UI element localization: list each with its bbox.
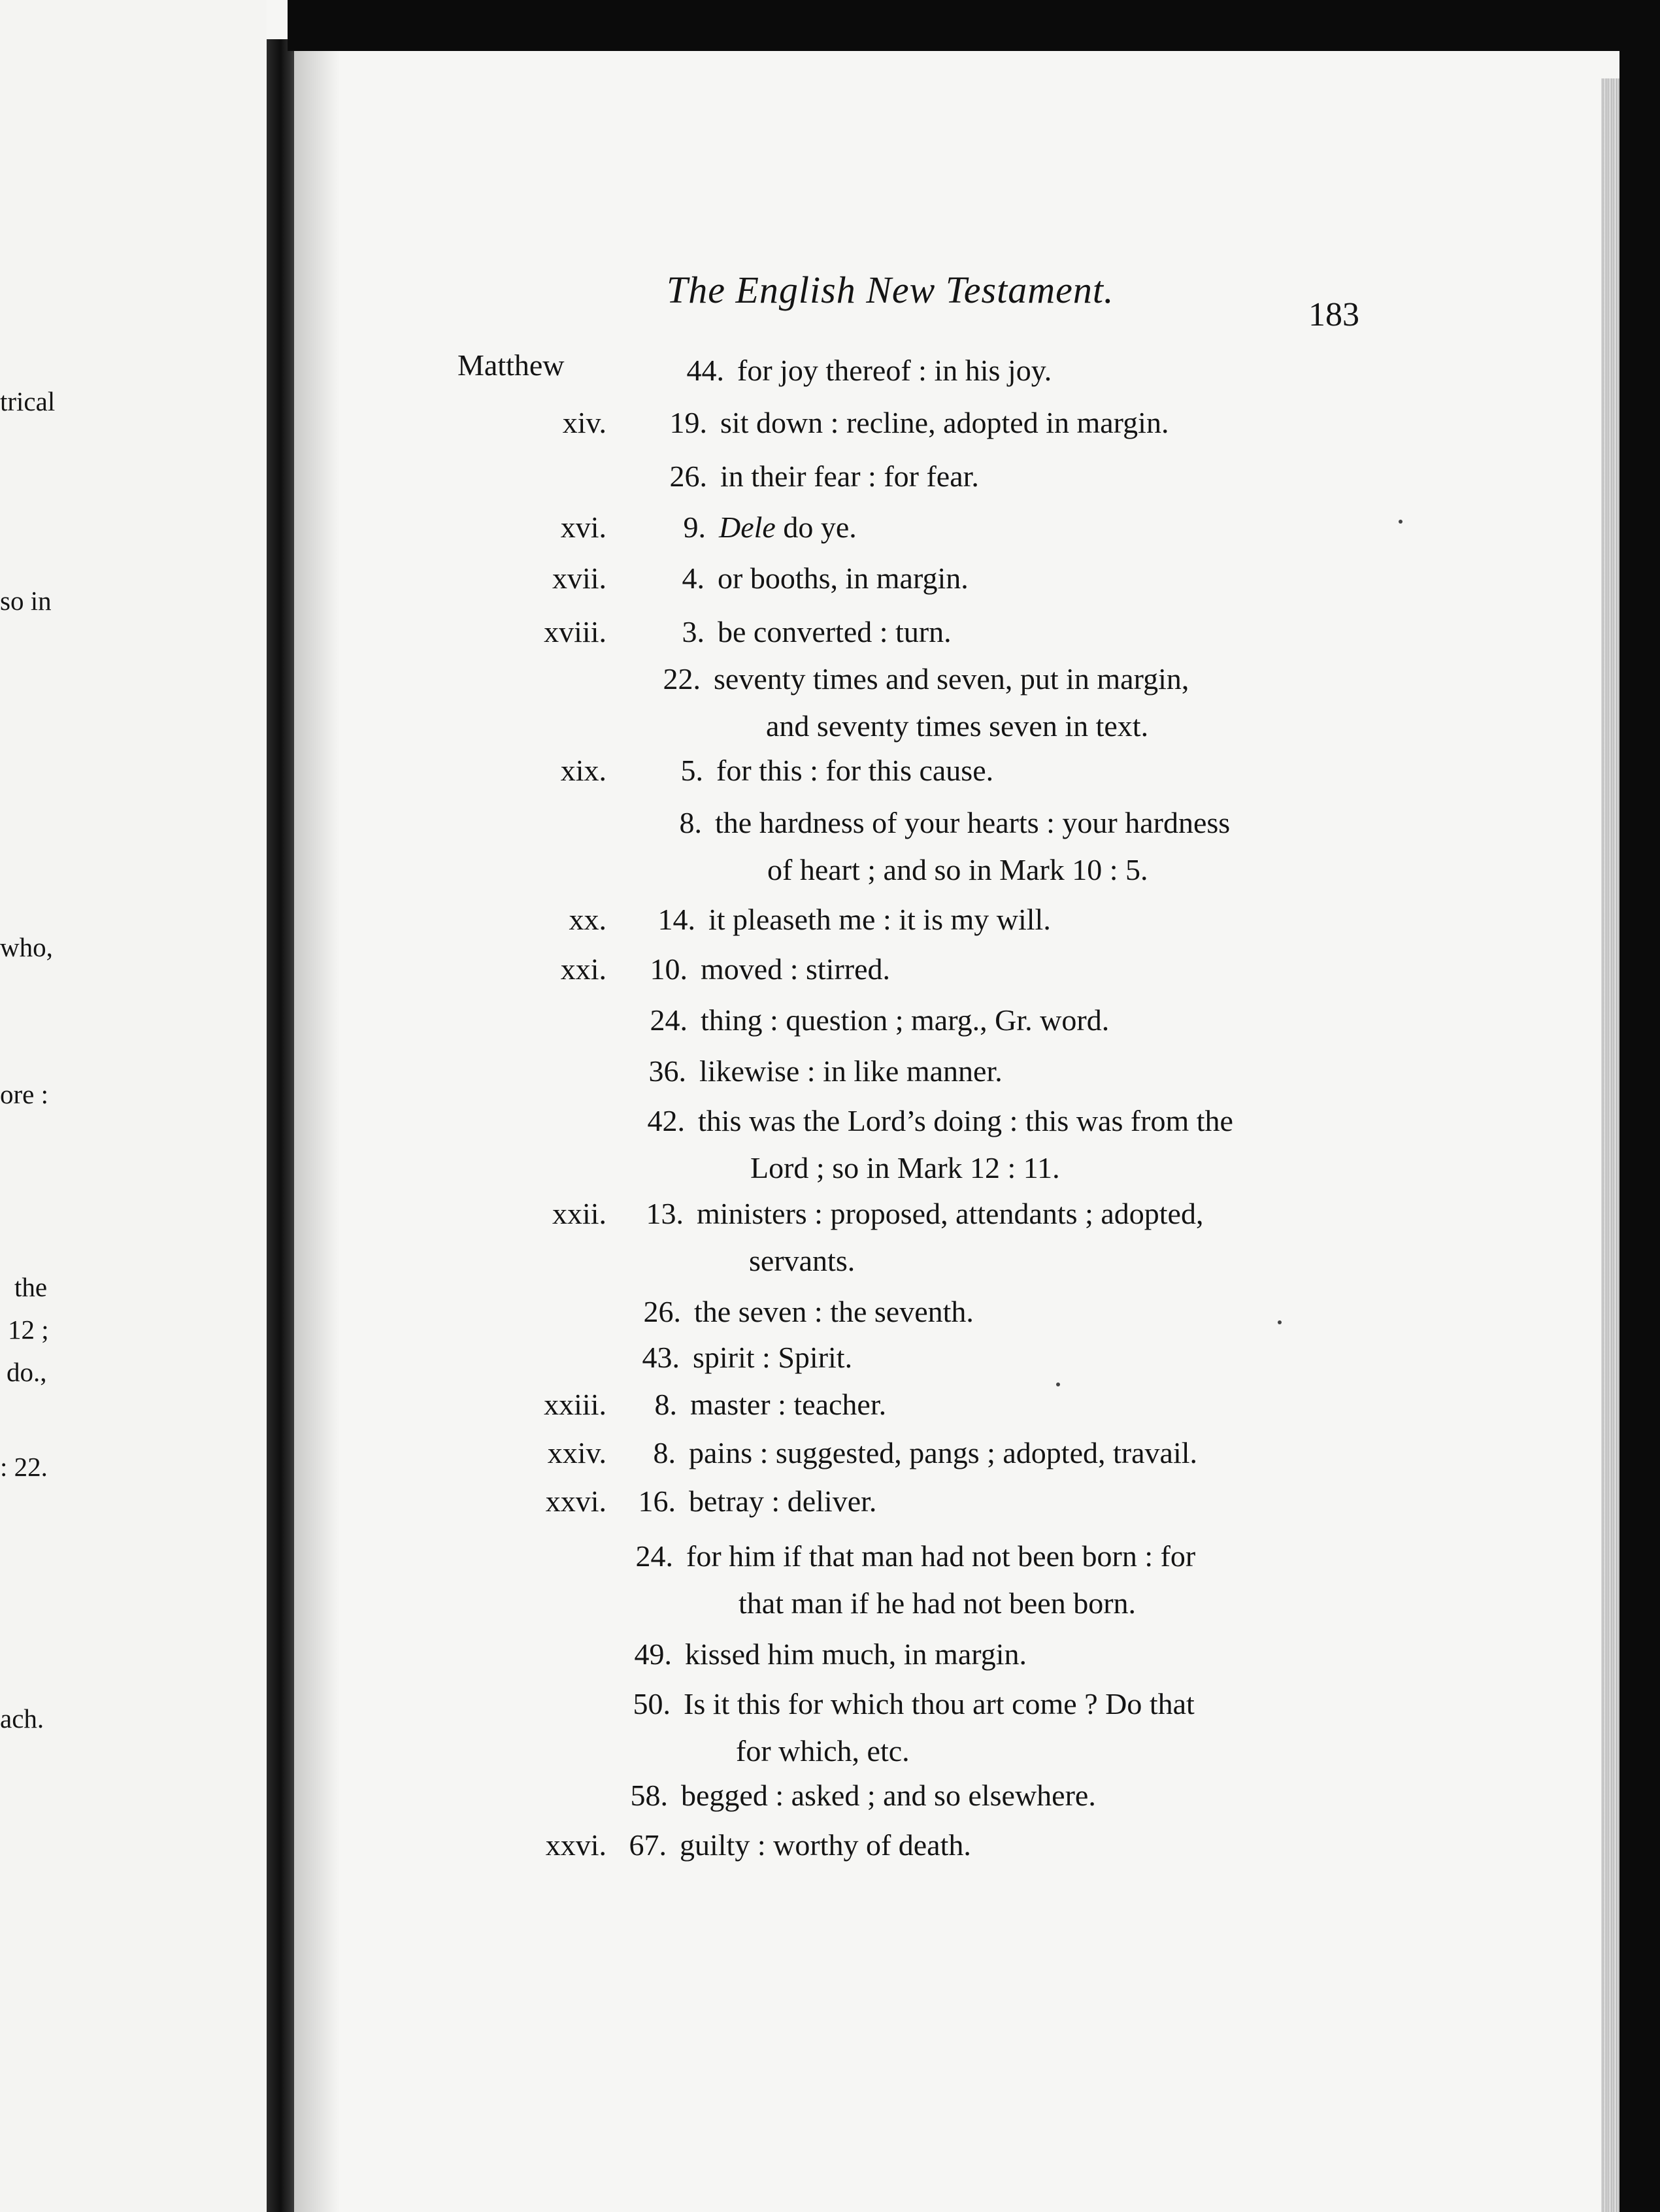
left-page-fragment: who, <box>0 932 53 962</box>
entry-text <box>699 1054 1003 1088</box>
verse-number: 5. <box>680 754 703 787</box>
chapter-number: xxi. <box>560 952 606 986</box>
verse-number: 8. <box>653 1436 676 1469</box>
entry-text <box>701 952 890 986</box>
entry-text-main: in their fear : for fear. <box>720 460 979 493</box>
entry-continuation: and seventy times seven in text. <box>766 709 1149 743</box>
entry-continuation: Lord ; so in Mark 12 : 11. <box>750 1151 1060 1184</box>
entry-text-main: likewise : in like manner. <box>699 1054 1003 1088</box>
left-page-fragment: the <box>14 1272 48 1302</box>
page-number: 183 <box>1308 296 1359 333</box>
entry-text <box>693 1340 852 1375</box>
entry-text <box>716 753 993 788</box>
entry-text-main: for him if that man had not been born : for <box>686 1539 1196 1573</box>
entry-text <box>718 561 969 595</box>
chapter-number: xiv. <box>562 406 606 439</box>
entry-text <box>720 459 979 494</box>
entry-text <box>684 1686 1195 1721</box>
verse-number: 24. <box>650 1003 688 1037</box>
entry-continuation: for which, etc. <box>736 1734 910 1768</box>
entry-text-main: pains : suggested, pangs ; adopted, travail. <box>689 1436 1198 1469</box>
entry-text-main: do ye. <box>775 511 857 544</box>
entry-text <box>715 805 1230 840</box>
entry-text-main: the seven : the seventh. <box>694 1295 974 1328</box>
entry-text <box>698 1103 1233 1138</box>
entry-text-main: for joy thereof : in his joy. <box>737 354 1052 387</box>
verse-number: 22. <box>663 662 701 695</box>
verse-number: 14. <box>657 903 695 936</box>
entry-text-main: master : teacher. <box>690 1388 887 1421</box>
chapter-number: xxvi. <box>545 1484 606 1518</box>
scan-right-border <box>1619 0 1660 2212</box>
verse-number: 19. <box>669 406 707 439</box>
entry-text <box>714 662 1189 696</box>
entry-text-main: moved : stirred. <box>701 952 890 986</box>
chapter-number: xxii. <box>552 1197 606 1230</box>
entry-text <box>719 510 857 545</box>
chapter-number: xxiii. <box>544 1388 606 1421</box>
verse-number: 67. <box>629 1828 667 1862</box>
entry-text <box>689 1484 876 1518</box>
chapter-number: xvii. <box>552 561 606 595</box>
verse-number: 3. <box>682 615 705 648</box>
verse-number: 49. <box>634 1637 672 1671</box>
verse-number: 10. <box>650 952 688 986</box>
entry-text <box>681 1778 1096 1813</box>
entry-text-main: spirit : Spirit. <box>693 1341 853 1374</box>
verse-number: 13. <box>646 1197 684 1230</box>
verse-number: 4. <box>682 561 705 595</box>
entry-text <box>690 1387 886 1422</box>
entry-text-main: be converted : turn. <box>718 615 952 648</box>
verse-number: 16. <box>638 1484 676 1518</box>
entry-text-main: this was the Lord’s doing : this was from the <box>698 1104 1233 1137</box>
entry-text-italic: Dele <box>719 511 776 544</box>
entry-text <box>689 1435 1197 1470</box>
verse-number: 26. <box>669 460 707 493</box>
left-page-fragment: ore : <box>0 1079 48 1109</box>
entry-text-main: the hardness of your hearts : your hardness <box>715 806 1231 839</box>
entry-text <box>694 1294 974 1329</box>
entry-text-main: guilty : worthy of death. <box>680 1828 971 1862</box>
verse-number: 44. <box>686 354 724 387</box>
left-page-fragment: do., <box>7 1357 47 1387</box>
entry-text <box>708 902 1051 937</box>
entry-continuation: of heart ; and so in Mark 10 : 5. <box>767 853 1148 886</box>
entry-text <box>701 1003 1109 1037</box>
chapter-number: xvi. <box>560 511 606 544</box>
entry-text <box>686 1539 1195 1573</box>
chapter-number: xix. <box>560 754 606 787</box>
entry-text <box>680 1828 971 1862</box>
chapter-number: xviii. <box>544 615 606 648</box>
entry-text <box>718 614 952 649</box>
left-page-fragment: ach. <box>0 1703 44 1734</box>
book-gutter <box>267 39 294 2212</box>
left-page-fragment: 12 ; <box>8 1315 49 1345</box>
entry-text <box>685 1637 1027 1671</box>
verse-number: 50. <box>633 1687 671 1720</box>
book-name: Matthew <box>457 348 565 382</box>
entry-text-main: begged : asked ; and so elsewhere. <box>681 1779 1096 1812</box>
entry-text-main: or booths, in margin. <box>718 561 969 595</box>
verse-number: 42. <box>647 1104 685 1137</box>
entry-text-main: it pleaseth me : it is my will. <box>708 903 1051 936</box>
print-speck <box>1399 520 1403 524</box>
chapter-number: xxvi. <box>545 1828 606 1862</box>
verse-number: 8. <box>679 806 702 839</box>
entry-text-main: for this : for this cause. <box>716 754 994 787</box>
gutter-shadow <box>294 26 340 2212</box>
verse-number: 24. <box>635 1539 673 1573</box>
entry-text <box>720 405 1169 440</box>
entry-text-main: kissed him much, in margin. <box>685 1637 1027 1671</box>
verse-number: 9. <box>683 511 706 544</box>
verse-number: 58. <box>630 1779 668 1812</box>
entry-text-main: ministers : proposed, attendants ; adopted, <box>697 1197 1204 1230</box>
entry-continuation: servants. <box>749 1244 855 1277</box>
entry-text-main: sit down : recline, adopted in margin. <box>720 406 1169 439</box>
running-header-title: The English New Testament. <box>667 269 1114 311</box>
left-page-fragment: so in <box>0 586 52 616</box>
entry-text <box>737 353 1052 388</box>
left-page-fragment: : 22. <box>0 1452 48 1482</box>
entry-text-main: Is it this for which thou art come ? Do that <box>684 1687 1195 1720</box>
entry-text <box>697 1196 1203 1231</box>
entry-text-main: thing : question ; marg., Gr. word. <box>701 1003 1110 1037</box>
chapter-number: xxiv. <box>547 1436 606 1469</box>
verse-number: 26. <box>643 1295 681 1328</box>
entry-continuation: that man if he had not been born. <box>739 1586 1137 1620</box>
verse-number: 8. <box>654 1388 677 1421</box>
left-page-fragment: trical <box>0 386 56 416</box>
entry-text-main: betray : deliver. <box>689 1484 877 1518</box>
print-speck <box>1278 1320 1282 1324</box>
verse-number: 43. <box>642 1341 680 1374</box>
verse-number: 36. <box>648 1054 686 1088</box>
scan-top-border <box>288 0 1660 51</box>
entry-text-main: seventy times and seven, put in margin, <box>714 662 1189 695</box>
print-speck <box>1056 1382 1060 1386</box>
chapter-number: xx. <box>569 903 606 936</box>
